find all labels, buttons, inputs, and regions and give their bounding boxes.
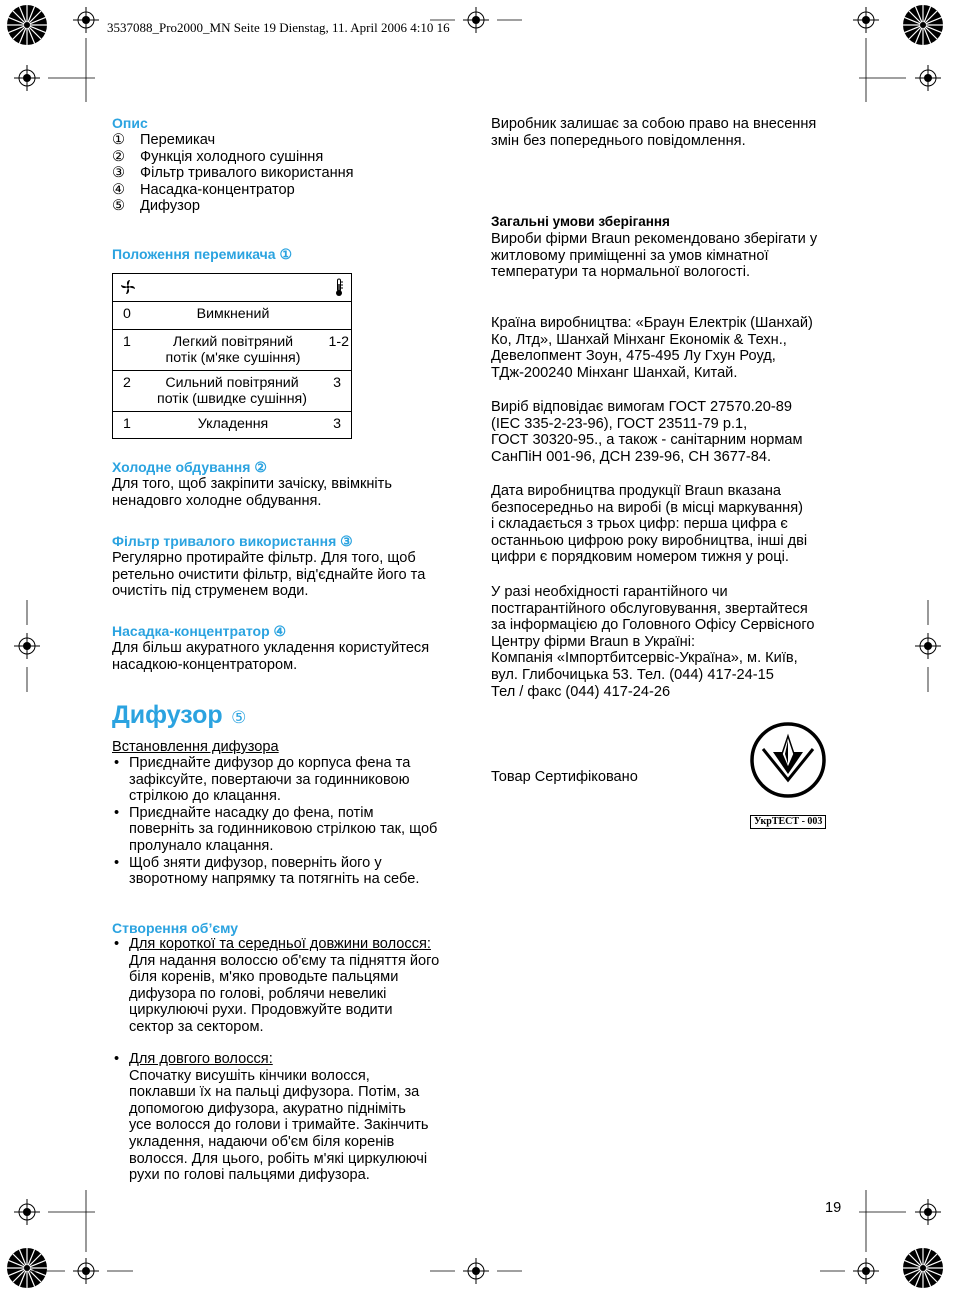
star-mark <box>7 5 47 45</box>
list-item: ④ Насадка-концентратор <box>112 181 295 198</box>
list-item: • Щоб зняти дифузор, поверніть його у зворотному напрямку та потягніть на себе. <box>114 854 420 888</box>
crosshair-mark <box>14 65 40 91</box>
crosshair-mark <box>463 7 489 33</box>
star-mark <box>903 5 943 45</box>
crosshair-mark <box>463 1258 489 1284</box>
switch-heading: Положення перемикача ① <box>112 246 292 262</box>
table-row: 1 Легкий повітряний потік (м'яке сушіння) 1-2 <box>113 329 351 370</box>
volume-long: • Для довгого волосся: Спочатку висушіть кінчики волосся, поклавши їх на пальці дифузора. Потім, за допомогою дифузора, акуратно підніміть усе волосся до голови і тримайте. Закінчить укладення, надаючи об'єм біля коренів волосся. Для цього, робіть м'які циркулюючі рухи по голові пальцями дифузора. <box>114 1051 429 1184</box>
install-list <box>112 755 437 888</box>
crosshair-mark <box>915 65 941 91</box>
cool-heading: Холодне обдування ② <box>112 459 267 475</box>
crosshair-mark <box>73 7 99 33</box>
cool-text: Для того, щоб закріпити зачіску, ввімкніть ненадовго холодне обдування. <box>112 476 392 509</box>
country-text: Країна виробництва: «Браун Електрік (Шанхай) Ко, Лтд», Шанхай Мінханг Економік & Техн., Девелопмент Зоун, 475-495 Лу Гхун Роуд, ТДж-200240 Мінханг Шанхай, Китай. <box>491 315 813 381</box>
install-label: Встановлення дифузора <box>112 739 279 755</box>
list-item: ③ Фільтр тривалого використання <box>112 165 354 182</box>
cert-label: УкрТЕСТ - 003 <box>750 815 826 829</box>
list-item: ② Функція холодного сушіння <box>112 148 324 165</box>
star-mark <box>7 1248 47 1288</box>
crosshair-mark <box>14 633 40 659</box>
description-list <box>112 132 354 215</box>
switch-table <box>112 273 352 439</box>
certified-text: Товар Сертифіковано <box>491 769 638 785</box>
table-header <box>113 274 351 301</box>
table-row: 2 Сильний повітряний потік (швидке сушіння) 3 <box>113 370 351 411</box>
filter-heading: Фільтр тривалого використання ③ <box>112 533 353 549</box>
certification-icon <box>749 722 827 800</box>
description-heading: Опис <box>112 115 148 131</box>
crosshair-mark <box>853 1258 879 1284</box>
date-text: Дата виробництва продукції Braun вказана безпосередньо на виробі (в місці маркування) і складається з трьох цифр: перша цифра є останньою цифрою року виробництва, інші дві цифри є порядковим номером тижня у році. <box>491 483 808 566</box>
crosshair-mark <box>915 633 941 659</box>
crosshair-mark <box>14 1199 40 1225</box>
table-row: 1 Укладення 3 <box>113 411 351 438</box>
list-item: ① Перемикач <box>112 132 216 148</box>
storage-heading: Загальні умови зберігання <box>491 214 670 229</box>
list-item: ⑤ Дифузор <box>112 198 200 215</box>
crosshair-mark <box>915 1199 941 1225</box>
concentrator-text: Для більш акуратного укладення користуйтеся насадкою-концентратором. <box>112 640 430 673</box>
storage-text: Вироби фірми Braun рекомендовано зберігати у житловому приміщенні за умов кімнатної температури та нормальної вологості. <box>491 231 818 281</box>
star-mark <box>903 1248 943 1288</box>
gost-text: Виріб відповідає вимогам ГОСТ 27570.20-89 (IEC 335-2-23-96), ГОСТ 23511-79 р.1, ГОСТ 30320-95., а також - санітарним нормам СанПіН 001-96, ДСН 239-96, СН 3677-84. <box>491 399 803 465</box>
volume-short: • Для короткої та середньої довжини волосся: Для надання волоссю об'єму та підняття його біля коренів, м'яко проводьте пальцями дифузора по голові, роблячи невеликі циркулюючі рухи. Продовжуйте водити сектор за сектором. <box>114 936 440 1035</box>
rights-text: Виробник залишає за собою право на внесення змін без попереднього повідомлення. <box>491 116 817 149</box>
list-item: • Приєднайте насадку до фена, потім поверніть за годинниковою стрілкою так, щоб пролунало клацання. <box>114 804 438 854</box>
print-header: 3537088_Pro2000_MN Seite 19 Dienstag, 11. April 2006 4:10 16 <box>107 20 450 35</box>
filter-text: Регулярно протирайте фільтр. Для того, щоб ретельно очистити фільтр, від'єднайте його та очистіть під струменем води. <box>112 550 426 600</box>
diffuser-title: Дифузор ⑤ <box>112 701 247 729</box>
crosshair-mark <box>853 7 879 33</box>
thermometer-icon <box>334 278 344 297</box>
page-number: 19 <box>825 1200 842 1216</box>
fan-icon <box>120 279 136 295</box>
crosshair-mark <box>73 1258 99 1284</box>
list-item: • Приєднайте дифузор до корпуса фена та зафіксуйте, повертаючи за годинниковою стрілкою до клацання. <box>114 755 411 805</box>
concentrator-heading: Насадка-концентратор ④ <box>112 623 287 639</box>
volume-heading: Створення об’єму <box>112 920 239 936</box>
service-text: У разі необхідності гарантійного чи постгарантійного обслуговування, звертайтеся за інформацією до Головного Офісу Сервісного Центру фірми Braun в Україні: Компанія «Імпортбитсервіс-Україна», м. Київ, вул. Глибочицька 53. Тел. (044) 417-24-15 Тел / факс (044) 417-24-26 <box>491 584 815 700</box>
table-row: 0 Вимкнений <box>113 301 351 329</box>
